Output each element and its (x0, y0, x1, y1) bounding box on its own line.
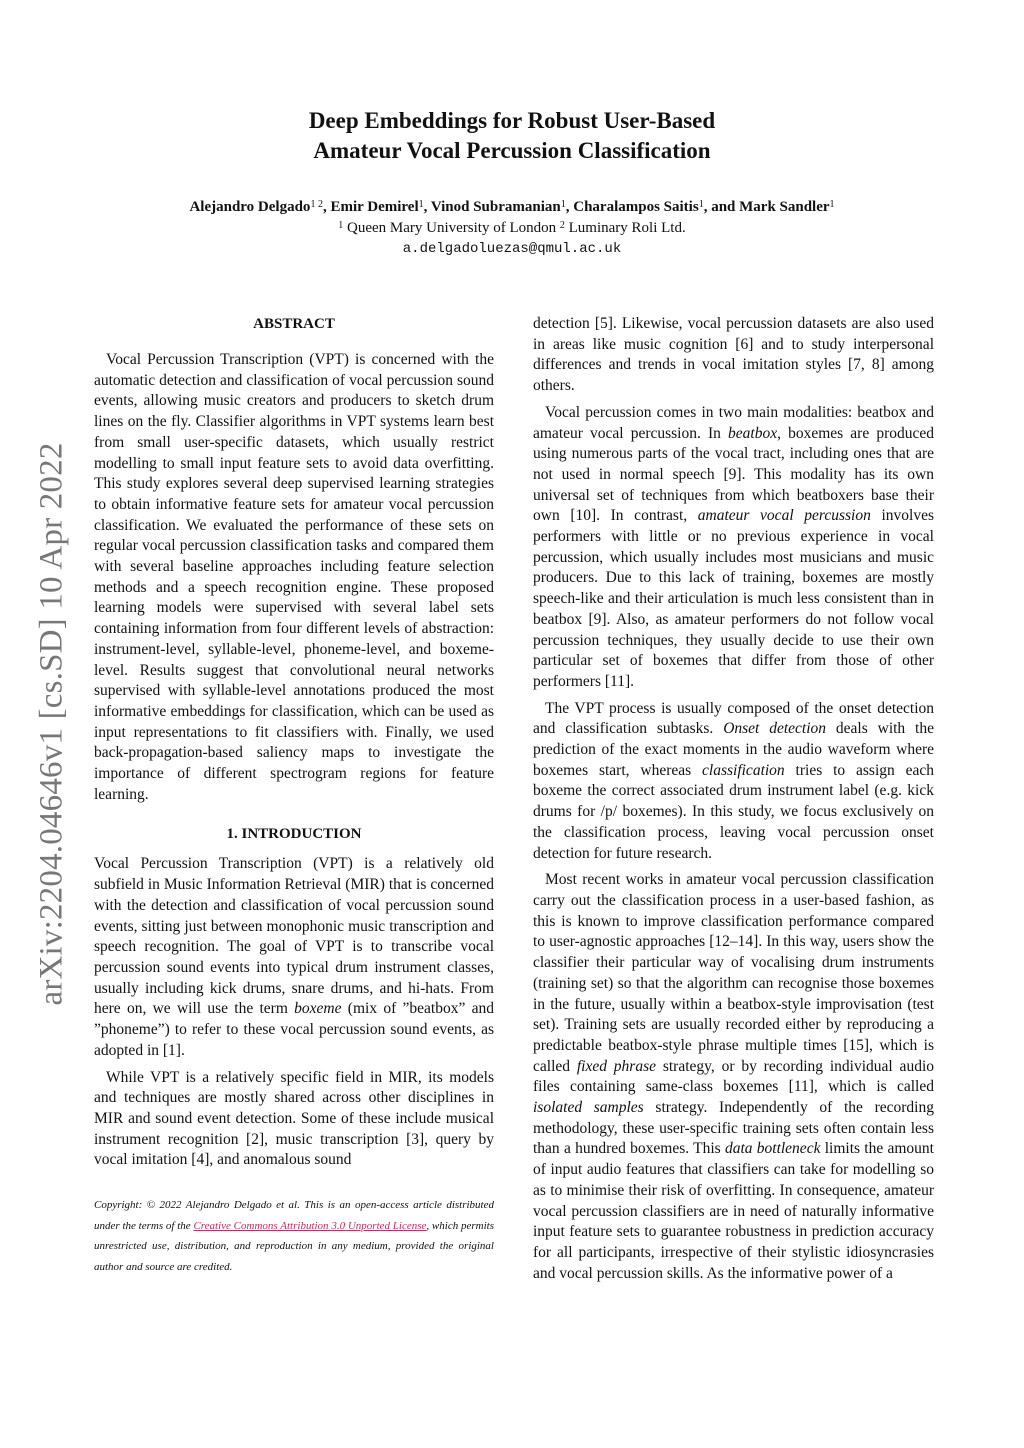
affiliations (90, 218, 934, 239)
affiliation-mark: 1 (829, 199, 835, 210)
text-run: (mix of ”beatbox” and ”phoneme”) to refer to these vocal percussion sound events, as adopted in [1]. (94, 1000, 495, 1059)
title-line-2: Amateur Vocal Percussion Classification (313, 138, 711, 163)
text-run: Vocal Percussion Transcription (VPT) is a relatively old subfield in Music Information Retrieval (MIR) that is concerned with the detection and classification of vocal percussion sound events, sitting just between monophonic music transcription and speech recognition. The goal of VPT is to transcribe vocal percussion sound events into typical drum instrument classes, usually including kick drums, snare drums, and hi-hats. From here on, we will use the term (94, 855, 494, 1018)
intro-paragraph-2: While VPT is a relatively specific field in MIR, its models and techniques are mostly shared across other disciplines in MIR and sound event detection. Some of these include musical instrument recognition [2], music transcription [3], query by vocal imitation [4], and anomalous sound (94, 1068, 494, 1169)
abstract-heading: ABSTRACT (253, 316, 335, 332)
right-paragraph-0: detection [5]. Likewise, vocal percussion datasets are also used in areas like music cognition [6] and to study interpersonal differences and trends in vocal imitation styles [7, 8] among others. (533, 315, 934, 395)
text-run: Copyright: © 2022 Alejandro Delgado et al. This is an open-access article distributed under the terms of the (94, 1199, 494, 1232)
emphasis-term: amateur vocal percussion (697, 507, 871, 525)
right-paragraph-2 (533, 699, 934, 865)
author-name: Alejandro Delgado (189, 199, 311, 215)
emphasis-term: Onset detection (723, 720, 827, 738)
author-name: , Emir Demirel (322, 199, 419, 215)
text-run: strategy. Independently of the recording methodology, these user-specific training sets often contain less than a hundred boxemes. This (533, 1099, 934, 1158)
paper-title (90, 106, 934, 166)
contact-email[interactable]: a.delgadoluezas@qmul.ac.uk (402, 241, 622, 257)
title-line-1: Deep Embeddings for Robust User-Based (308, 108, 716, 133)
text-run: Vocal percussion comes in two main modalities: beatbox and amateur vocal percussion. In (533, 403, 934, 442)
text-run: tries to assign each boxeme the correct associated drum instrument label (e.g. kick drums for /p/ boxemes). In this study, we focus exclusively on the classification process, leaving vocal percussion onset detection for future research. (533, 761, 934, 862)
text-run: involves performers with little or no previous experience in vocal percussion, which usually includes most musicians and music producers. Due to this lack of training, boxemes are mostly speech-like and their articulation is much less consistent than in beatbox [9]. Also, as amateur performers do not follow vocal percussion techniques, they usually decide to use their own particular set of boxemes that differ from those of other performers [11]. (533, 507, 934, 690)
author-name: , Vinod Subramanian (423, 199, 561, 215)
affiliation-mark: 1 2 (310, 199, 323, 210)
affiliation-1: Queen Mary University of London (343, 220, 560, 236)
affiliation-mark: 2 (559, 220, 565, 231)
right-paragraph-1 (533, 403, 934, 693)
introduction-heading: 1. INTRODUCTION (226, 826, 362, 843)
text-run: The VPT process is usually composed of the onset detection and classification subtasks. (533, 699, 934, 738)
author-name: , and Mark Sandler (703, 199, 830, 215)
emphasis-term: data bottleneck (724, 1140, 821, 1158)
text-run: , boxemes are produced using numerous parts of the vocal tract, including ones that are not used in normal speech [9]. This modality has its own universal set of techniques from which beatboxers base their own [10]. In contrast, (533, 424, 934, 525)
affiliation-mark: 1 (338, 220, 344, 231)
emphasis-term: boxeme (294, 1000, 342, 1018)
author-block (90, 197, 934, 260)
intro-paragraph-1 (94, 854, 494, 1061)
author-name: , Charalampos Saitis (565, 199, 699, 215)
emphasis-term: classification (702, 761, 785, 779)
affiliation-2: Luminary Roli Ltd. (564, 220, 686, 236)
text-run: deals with the prediction of the exact moments in the audio waveform where boxemes start, whereas (533, 720, 934, 779)
affiliation-mark: 1 (560, 199, 566, 210)
right-paragraph-3 (533, 870, 934, 1284)
arxiv-identifier-stamp: arXiv:2204.04646v1 [cs.SD] 10 Apr 2022 (33, 442, 70, 1006)
text-run: strategy, or by recording individual audio files containing same-class boxemes [11], which is called (533, 1057, 934, 1096)
affiliation-mark: 1 (698, 199, 704, 210)
license-link[interactable]: Creative Commons Attribution 3.0 Unported License (193, 1219, 427, 1232)
right-column (533, 314, 934, 1284)
text-run: Most recent works in amateur vocal percussion classification carry out the classification process in a user-based fashion, as this is known to improve classification performance compared to user-agnostic approaches [12–14]. In this way, users show the classifier their particular way of vocalising drum instruments (training set) so that the algorithm can recognise those boxemes in the future, usually within a beatbox-style improvisation (test set). Training sets are usually recorded either by reproducing a predictable beatbox-style phrase multiple times [15], which is called (533, 871, 934, 1075)
emphasis-term: beatbox (728, 424, 778, 442)
text-run: limits the amount of input audio features that classifiers can take for modelling so as to minimise their risk of overfitting. In consequence, amateur vocal percussion classifiers are in need of naturally informative input feature sets to guarantee robustness in prediction accuracy for all participants, irrespective of their stylistic idiosyncrasies and vocal percussion skills. As the informative power of a (533, 1140, 934, 1282)
copyright-notice (94, 1195, 494, 1278)
author-list (90, 197, 934, 218)
left-column (94, 314, 494, 1278)
abstract-text: Vocal Percussion Transcription (VPT) is concerned with the automatic detection and classification of vocal percussion sound events, allowing music creators and producers to sketch drum lines on the fly. Classifier algorithms in VPT systems learn best from small user-specific datasets, which usually restrict modelling to small input feature sets to avoid data overfitting. This study explores several deep supervised learning strategies to obtain informative feature sets for amateur vocal percussion classification. We evaluated the performance of these sets on regular vocal percussion classification tasks and compared them with several baseline approaches including feature selection methods and a speech recognition engine. These proposed learning models were supervised with several label sets containing information from four different levels of abstraction: instrument-level, syllable-level, phoneme-level, and boxeme-level. Results suggest that convolutional neural networks supervised with syllable-level annotations produced the most informative embeddings for classification, which can be used as input representations to fit classifiers with. Finally, we used back-propagation-based saliency maps to investigate the importance of different spectrogram regions for feature learning. (94, 351, 494, 803)
text-run: , which permits unrestricted use, distribution, and reproduction in any medium, provided the original author and source are credited. (94, 1219, 494, 1274)
emphasis-term: fixed phrase (576, 1057, 656, 1075)
emphasis-term: isolated samples (533, 1099, 644, 1117)
affiliation-mark: 1 (418, 199, 424, 210)
